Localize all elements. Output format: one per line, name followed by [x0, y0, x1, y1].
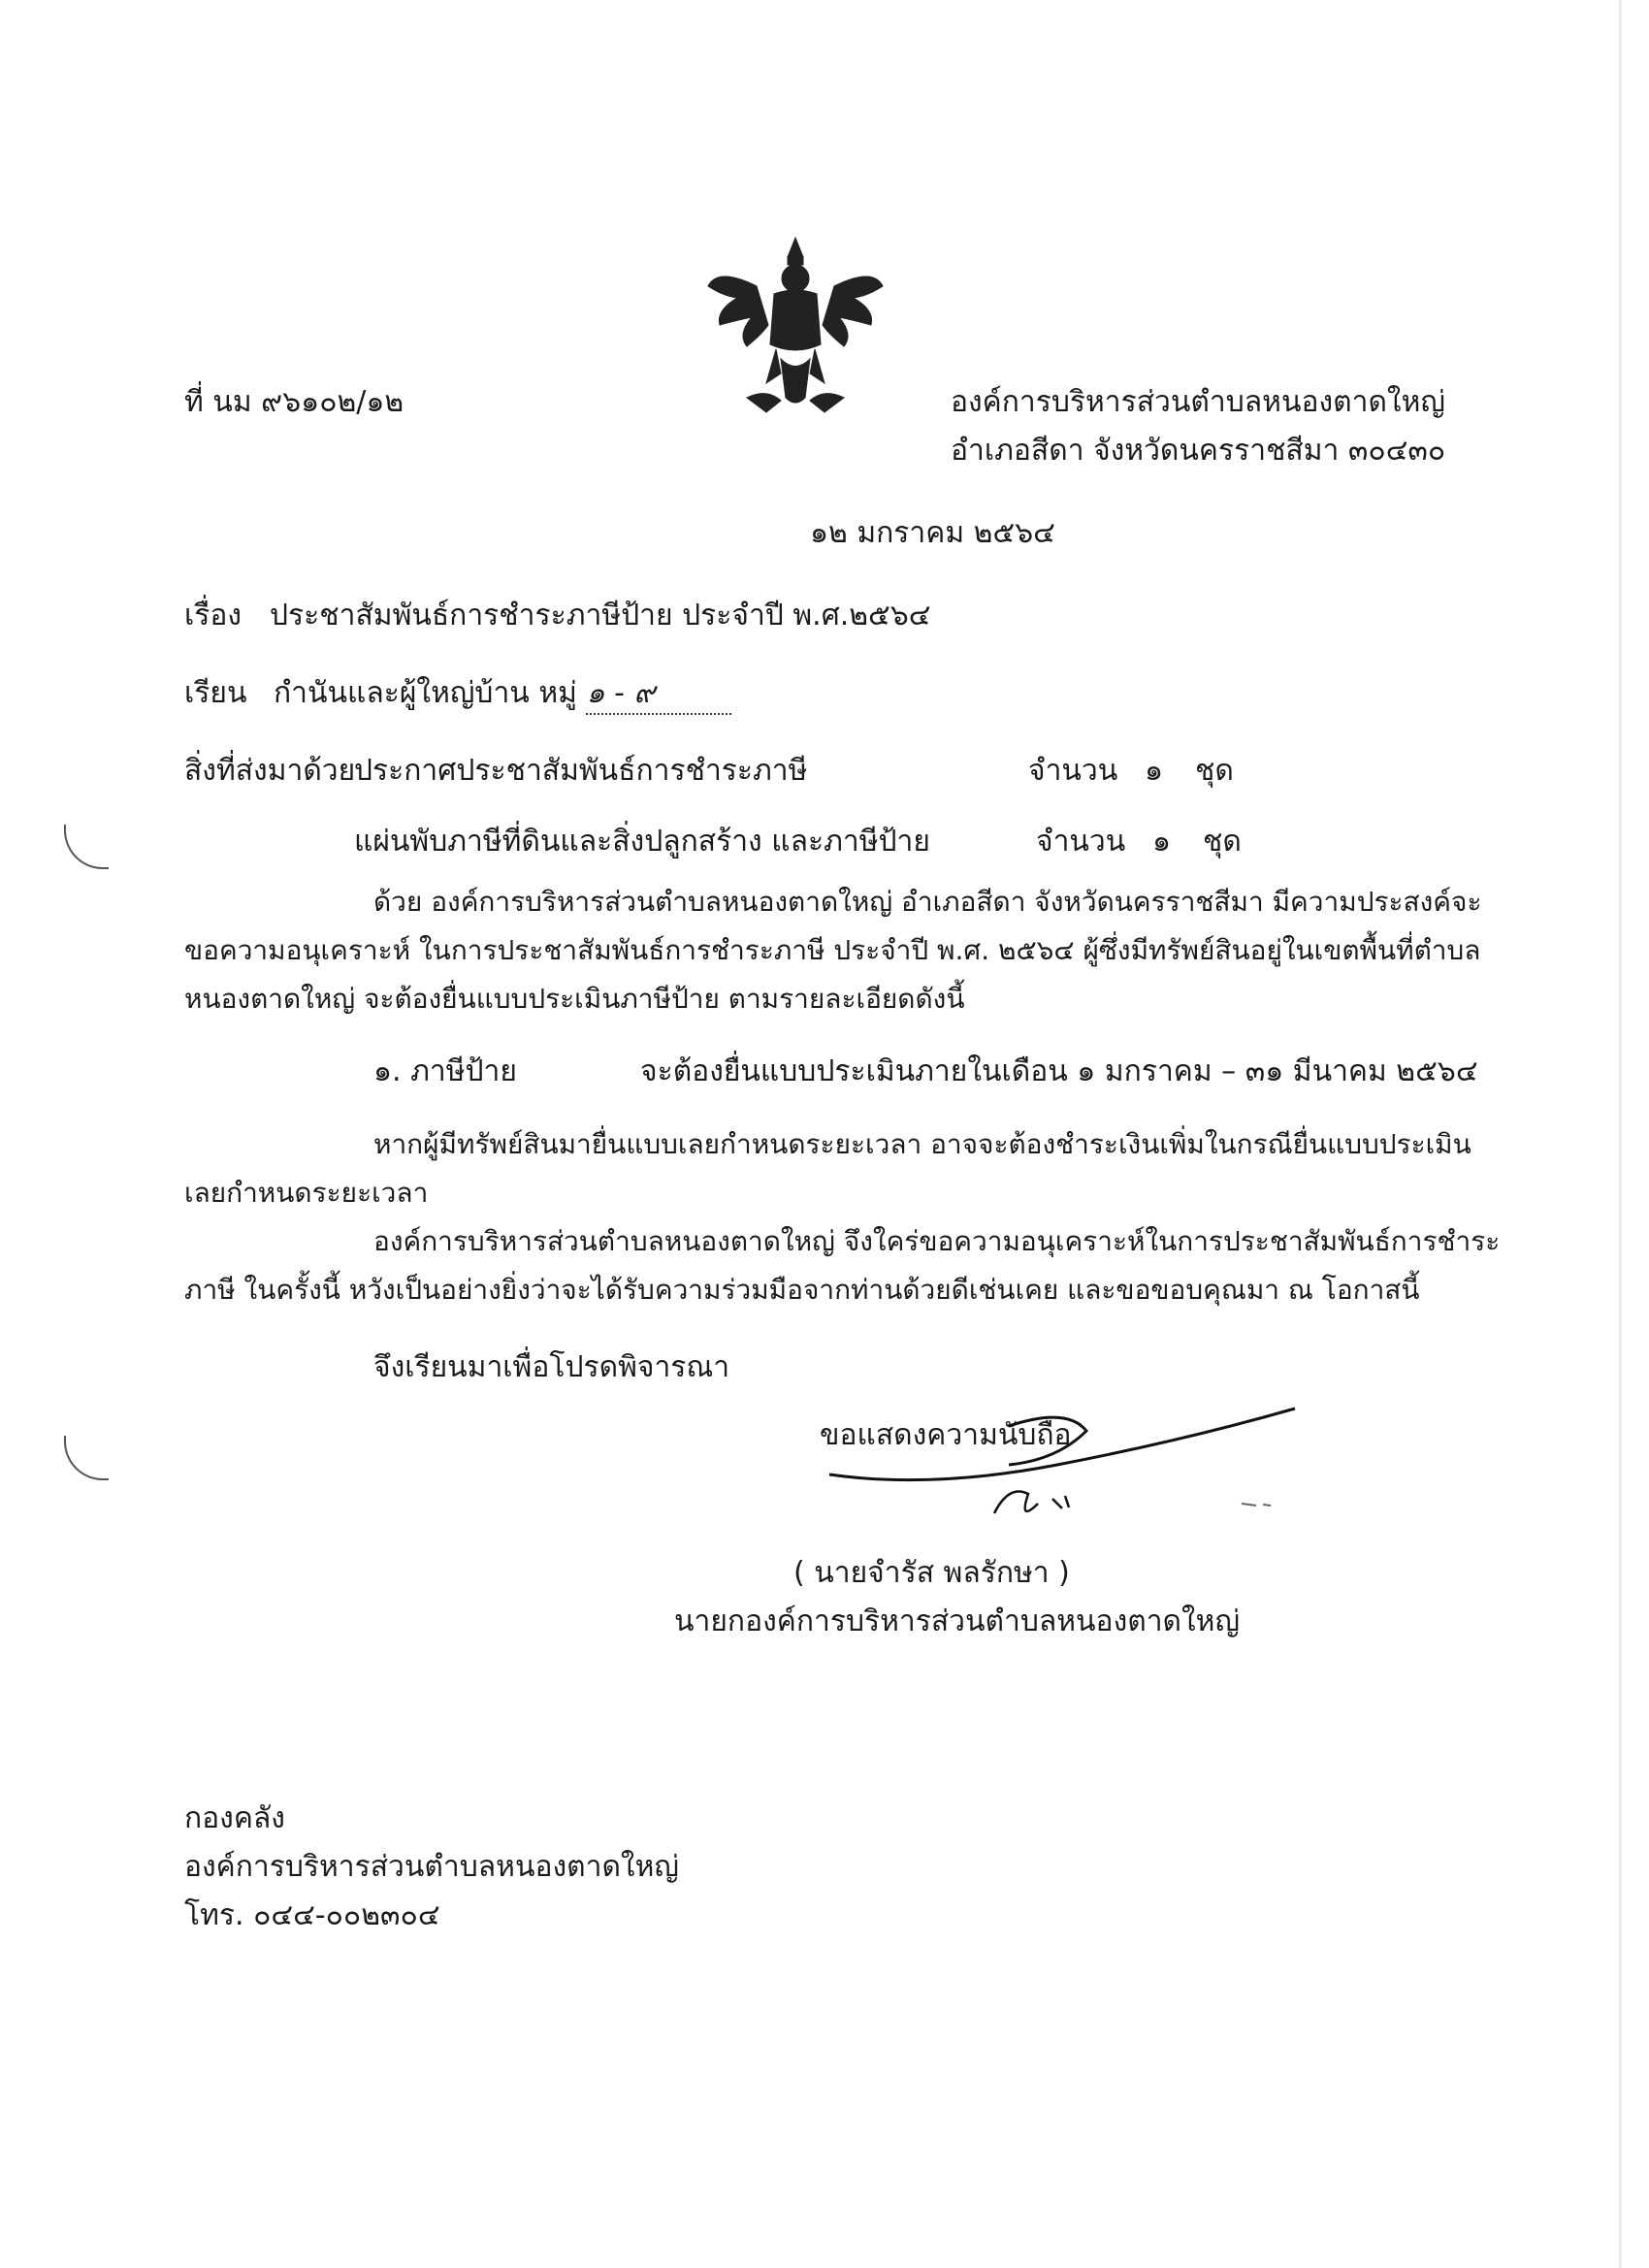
- closing-line: จึงเรียนมาเพื่อโปรดพิจารณา: [373, 1350, 730, 1384]
- signer-position: นายกองค์การบริหารส่วนตำบลหนองตาดใหญ่: [674, 1604, 1241, 1638]
- enclosure-label: สิ่งที่ส่งมาด้วย: [184, 754, 356, 788]
- body-paragraph-line: ภาษี ในครั้งนี้ หวังเป็นอย่างยิ่งว่าจะได้รับความร่วมมือจากท่านด้วยดีเช่นเคย และขอขอบคุณมา ณ โอกาสนี้: [184, 1274, 1420, 1306]
- footer-division: กองคลัง: [184, 1801, 285, 1835]
- regards-text: ขอแสดงความนับถือ: [820, 1418, 1072, 1452]
- subject-text: ประชาสัมพันธ์การชำระภาษีป้าย ประจำปี พ.ศ.๒๕๖๔: [270, 599, 931, 632]
- enclosure-item-qty: ๑: [1145, 754, 1164, 788]
- letter-date: ๑๒ มกราคม ๒๕๖๔: [810, 516, 1055, 550]
- enclosure-item-name: ประกาศประชาสัมพันธ์การชำระภาษี: [354, 754, 808, 788]
- tax-item-deadline: จะต้องยื่นแบบประเมินภายในเดือน ๑ มกราคม – ๓๑ มีนาคม ๒๕๖๔: [640, 1054, 1478, 1088]
- body-paragraph-line: องค์การบริหารส่วนตำบลหนองตาดใหญ่ จึงใคร่ขอความอนุเคราะห์ในการประชาสัมพันธ์การชำระ: [373, 1225, 1501, 1257]
- footer-phone: โทร. ๐๔๔-๐๐๒๓๐๔: [184, 1898, 440, 1932]
- reference-number: ที่ นม ๙๖๑๐๒/๑๒: [184, 385, 404, 419]
- org-address: อำเภอสีดา จังหวัดนครราชสีมา ๓๐๔๓๐: [951, 434, 1446, 468]
- enclosure-item-name: แผ่นพับภาษีที่ดินและสิ่งปลูกสร้าง และภาษีป้าย: [354, 825, 930, 859]
- body-paragraph-line: เลยกำหนดระยะเวลา: [184, 1177, 429, 1209]
- body-paragraph-line: หากผู้มีทรัพย์สินมายื่นแบบเลยกำหนดระยะเวลา อาจจะต้องชำระเงินเพิ่มในกรณียื่นแบบประเมิน: [373, 1128, 1471, 1160]
- recipient-text: [274, 674, 731, 715]
- tax-item-label: ๑. ภาษีป้าย: [373, 1054, 517, 1088]
- punch-hole-mark: [64, 825, 109, 869]
- body-paragraph-line: หนองตาดใหญ่ จะต้องยื่นแบบประเมินภาษีป้าย ตามรายละเอียดดังนี้: [184, 983, 965, 1015]
- footer-org: องค์การบริหารส่วนตำบลหนองตาดใหญ่: [184, 1850, 679, 1884]
- handwritten-signature: [815, 1387, 1319, 1552]
- scan-edge: [1619, 0, 1622, 2268]
- garuda-emblem-icon: [698, 228, 892, 422]
- recipient-label: เรียน: [184, 676, 247, 710]
- punch-hole-mark: [64, 1436, 109, 1480]
- enclosure-item-unit: ชุด: [1203, 825, 1242, 859]
- enclosure-item-unit: ชุด: [1195, 754, 1234, 788]
- body-paragraph-line: ขอความอนุเคราะห์ ในการประชาสัมพันธ์การชำระภาษี ประจำปี พ.ศ. ๒๕๖๔ ผู้ซึ่งมีทรัพย์สินอยู่ในเขตพื้นที่ตำบล: [184, 934, 1481, 966]
- org-name: องค์การบริหารส่วนตำบลหนองตาดใหญ่: [951, 385, 1445, 419]
- subject-label: เรื่อง: [184, 599, 242, 632]
- enclosure-item-qty-label: จำนวน: [1036, 825, 1126, 859]
- signer-name: ( นายจำรัส พลรักษา ): [793, 1556, 1070, 1590]
- recipient-title: กำนันและผู้ใหญ่บ้าน หมู่: [274, 676, 577, 710]
- body-paragraph-line: ด้วย องค์การบริหารส่วนตำบลหนองตาดใหญ่ อำเภอสีดา จังหวัดนครราชสีมา มีความประสงค์จะ: [373, 886, 1482, 918]
- recipient-village-range: ๑ - ๙: [586, 674, 731, 715]
- enclosure-item-qty: ๑: [1152, 825, 1172, 859]
- enclosure-item-qty-label: จำนวน: [1028, 754, 1118, 788]
